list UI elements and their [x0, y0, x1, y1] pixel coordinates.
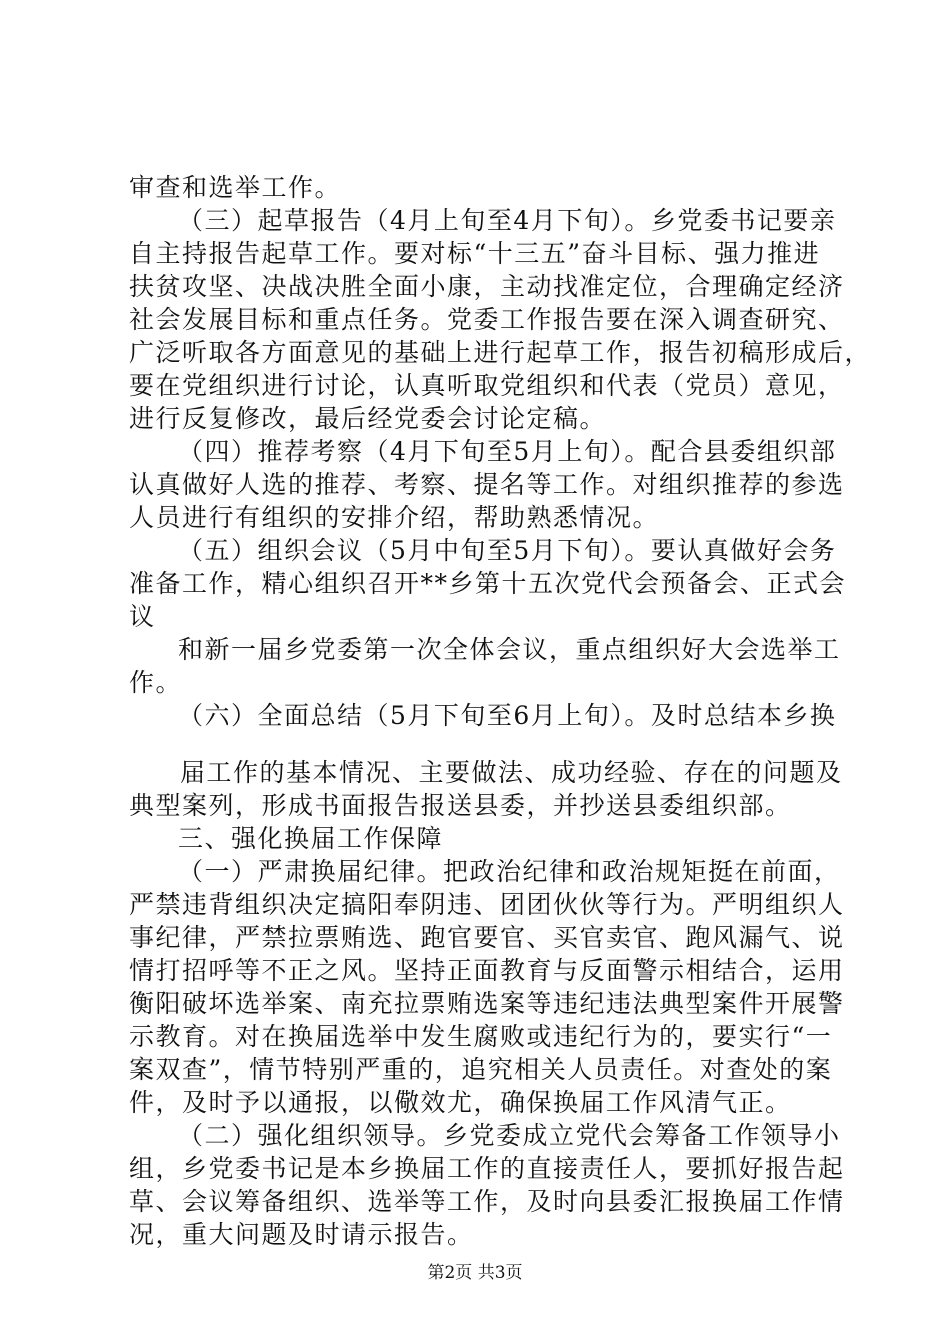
- text-line: 广泛听取各方面意见的基础上进行起草工作，报告初稿形成后，: [129, 338, 872, 367]
- section-heading: 三、强化换届工作保障: [178, 824, 444, 853]
- text-line: 届工作的基本情况、主要做法、成功经验、存在的问题及: [180, 758, 843, 787]
- text-line: 衡阳破坏选举案、南充拉票贿选案等违纪违法典型案件开展警: [129, 989, 845, 1018]
- text-line: 典型案列，形成书面报告报送县委，并抄送县委组织部。: [129, 791, 792, 820]
- text-line: （三）起草报告（4月上旬至4月下旬）。乡党委书记要亲: [178, 206, 837, 235]
- text-line: （五）组织会议（5月中旬至5月下旬）。要认真做好会务: [178, 536, 837, 565]
- text-line: 自主持报告起草工作。要对标“十三五”奋斗目标、强力推进: [129, 239, 821, 268]
- text-line: （四）推荐考察（4月下旬至5月上旬）。配合县委组织部: [178, 437, 837, 466]
- text-line: 审查和选举工作。: [129, 173, 342, 202]
- page-number-footer: 第2页 共3页: [427, 1263, 523, 1283]
- text-line: 人员进行有组织的安排介绍，帮助熟悉情况。: [129, 503, 660, 532]
- text-line: 社会发展目标和重点任务。党委工作报告要在深入调查研究、: [129, 305, 845, 334]
- text-line: 件，及时予以通报，以儆效尤，确保换届工作风清气正。: [129, 1088, 792, 1117]
- text-line: 进行反复修改，最后经党委会讨论定稿。: [129, 404, 607, 433]
- text-line: 作。: [129, 668, 183, 697]
- text-line: 准备工作，精心组织召开**乡第十五次党代会预备会、正式会: [129, 569, 847, 598]
- text-line: 示教育。对在换届选举中发生腐败或违纪行为的，要实行“一: [129, 1022, 833, 1051]
- text-line: （六）全面总结（5月下旬至6月上旬）。及时总结本乡换: [178, 701, 837, 730]
- text-line: 要在党组织进行讨论，认真听取党组织和代表（党员）意见，: [129, 371, 845, 400]
- text-line: 组，乡党委书记是本乡换届工作的直接责任人，要抓好报告起: [129, 1154, 845, 1183]
- text-line: 情打招呼等不正之风。坚持正面教育与反面警示相结合，运用: [129, 956, 845, 985]
- text-line: 事纪律，严禁拉票贿选、跑官要官、买官卖官、跑风漏气、说: [129, 923, 845, 952]
- text-line: 扶贫攻坚、决战决胜全面小康，主动找准定位，合理确定经济: [129, 272, 845, 301]
- text-line: 认真做好人选的推荐、考察、提名等工作。对组织推荐的参选: [129, 470, 845, 499]
- text-line: 议: [129, 602, 156, 631]
- text-line: 案双查”，情节特别严重的，追究相关人员责任。对查处的案: [129, 1055, 833, 1084]
- text-line: （一）严肃换届纪律。把政治纪律和政治规矩挺在前面，: [178, 857, 841, 886]
- text-line: 严禁违背组织决定搞阳奉阴违、团团伙伙等行为。严明组织人: [129, 890, 845, 919]
- text-line: （二）强化组织领导。乡党委成立党代会筹备工作领导小: [178, 1121, 841, 1150]
- text-line: 况，重大问题及时请示报告。: [129, 1220, 474, 1249]
- text-line: 和新一届乡党委第一次全体会议，重点组织好大会选举工: [178, 635, 841, 664]
- text-line: 草、会议筹备组织、选举等工作，及时向县委汇报换届工作情: [129, 1187, 845, 1216]
